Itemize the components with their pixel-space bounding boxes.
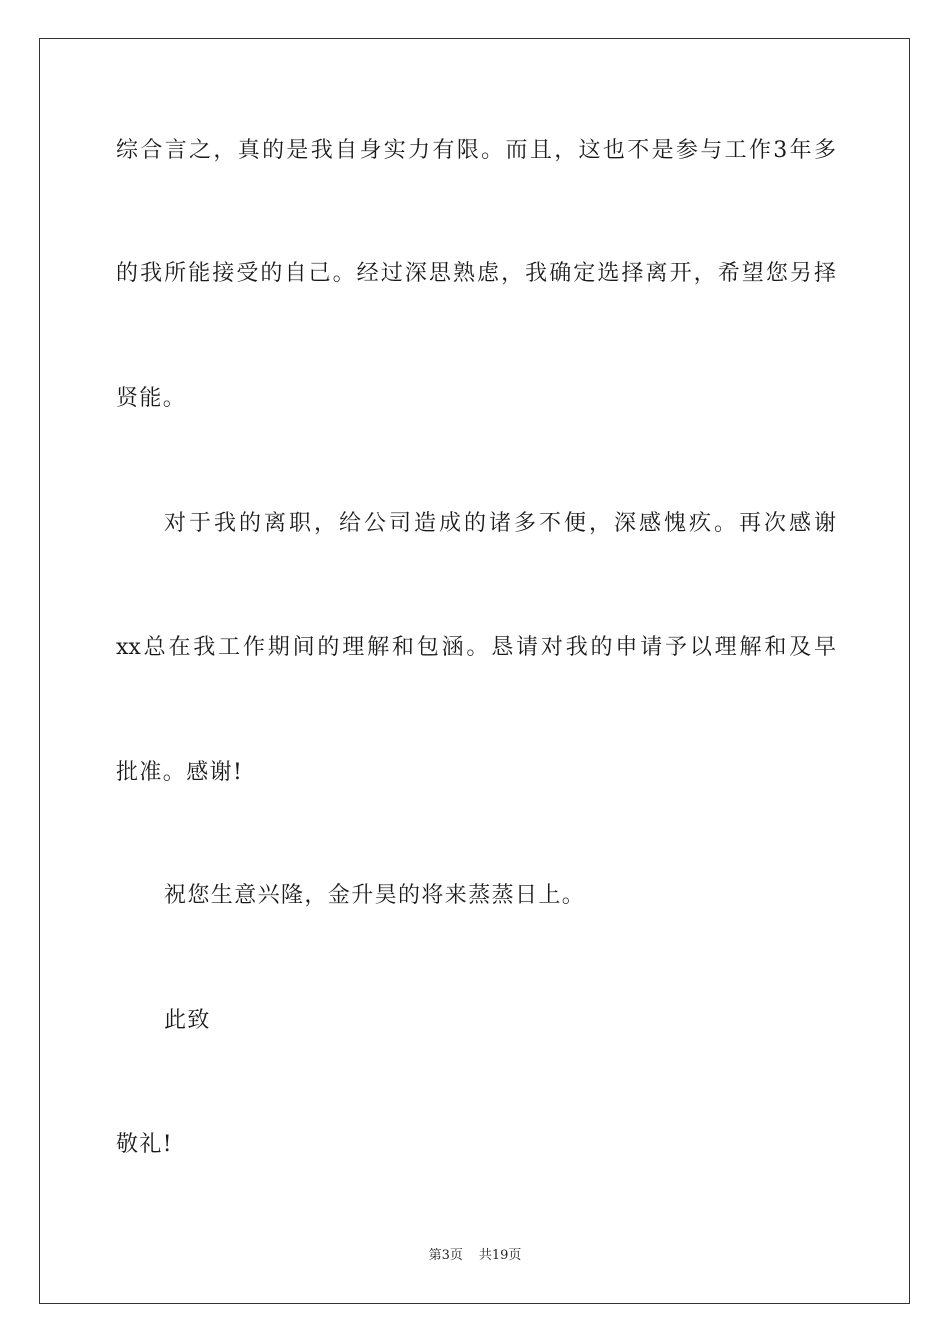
page-footer: [0, 1247, 950, 1265]
page-total: 共19页: [478, 1248, 522, 1263]
body-line-4: 对于我的离职，给公司造成的诸多不便，深感愧疚。再次感谢: [164, 511, 836, 536]
page-number: 第3页: [428, 1248, 463, 1263]
body-line-5: xx总在我工作期间的理解和包涵。恳请对我的申请予以理解和及早: [116, 635, 836, 660]
page-frame: [39, 38, 910, 1304]
body-line-1: 综合言之，真的是我自身实力有限。而且，这也不是参与工作3年多: [116, 138, 836, 163]
closing-salutation: 此致: [164, 1008, 211, 1033]
body-line-2: 的我所能接受的自己。经过深思熟虑，我确定选择离开，希望您另择: [116, 261, 836, 286]
body-line-6: 批准。感谢!: [116, 760, 244, 785]
body-line-3: 贤能。: [116, 386, 187, 411]
closing-wish: 祝您生意兴隆，金升昊的将来蒸蒸日上。: [164, 883, 586, 908]
closing-regards: 敬礼!: [116, 1132, 174, 1157]
